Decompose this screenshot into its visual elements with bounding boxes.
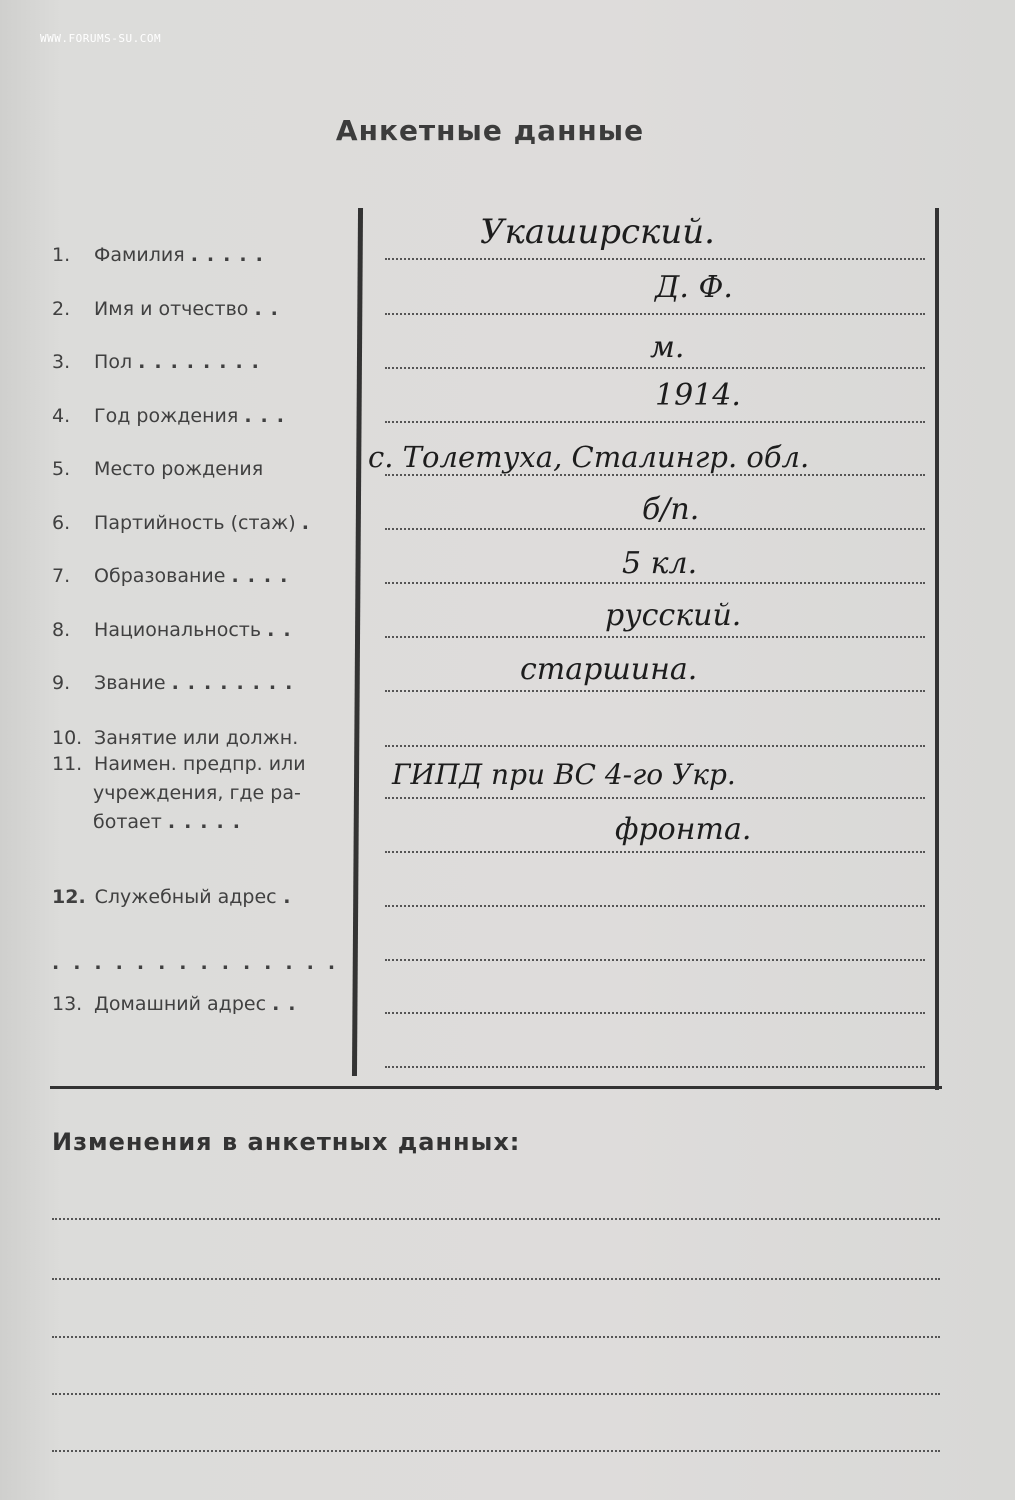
answer-line — [385, 528, 925, 530]
field-label-sex: 3. Пол ........ — [52, 351, 268, 373]
value-party: б/п. — [642, 492, 700, 527]
field-label-rank: 9. Звание ........ — [52, 672, 302, 694]
answer-line — [385, 851, 925, 853]
field-label-home-address: 13. Домашний адрес .. — [52, 993, 305, 1015]
field-label-surname: 1. Фамилия ..... — [52, 244, 272, 266]
divider-left — [352, 208, 363, 1076]
value-birthplace: с. Толетуха, Сталингр. обл. — [368, 440, 810, 474]
answer-line — [385, 1066, 925, 1068]
answer-line — [385, 1012, 925, 1014]
answer-line — [385, 636, 925, 638]
watermark: WWW.FORUMS-SU.COM — [40, 32, 162, 45]
answer-line — [385, 690, 925, 692]
value-education: 5 кл. — [622, 546, 698, 581]
divider-bottom — [50, 1086, 942, 1089]
value-workplace-line2: фронта. — [615, 812, 752, 847]
value-name-patronymic: Д. Ф. — [655, 270, 733, 305]
changes-line — [52, 1278, 940, 1280]
answer-line — [385, 745, 925, 747]
answer-line — [385, 258, 925, 260]
field-label-occupation: 10. Занятие или должн. — [52, 727, 299, 749]
answer-line — [385, 797, 925, 799]
changes-line — [52, 1336, 940, 1338]
value-workplace-line1: ГИПД при ВС 4-го Укр. — [392, 758, 736, 791]
field-label-nationality: 8. Национальность .. — [52, 619, 300, 641]
value-nationality: русский. — [605, 598, 742, 633]
divider-right — [935, 208, 939, 1090]
answer-line — [385, 959, 925, 961]
field-label-birthplace: 5. Место рождения — [52, 458, 264, 480]
filler-dots: .............. — [52, 952, 350, 974]
answer-line — [385, 474, 925, 476]
answer-line — [385, 367, 925, 369]
field-label-party: 6. Партийность (стаж) . — [52, 512, 318, 534]
value-sex: м. — [650, 330, 685, 365]
changes-line — [52, 1218, 940, 1220]
value-birth-year: 1914. — [655, 378, 741, 413]
changes-section-title: Изменения в анкетных данных: — [52, 1128, 521, 1156]
answer-line — [385, 582, 925, 584]
field-label-work-address: 12. Служебный адрес . — [52, 886, 300, 908]
answer-line — [385, 905, 925, 907]
field-label-birth-year: 4. Год рождения ... — [52, 405, 293, 427]
field-label-name-patronymic: 2. Имя и отчество .. — [52, 298, 287, 320]
form-title: Анкетные данные — [335, 114, 645, 147]
field-label-workplace: 11. Наимен. предпр. или учреждения, где ра- ботает ..... — [52, 753, 306, 833]
changes-line — [52, 1393, 940, 1395]
value-surname: Укаширский. — [480, 212, 715, 252]
answer-line — [385, 421, 925, 423]
changes-line — [52, 1450, 940, 1452]
field-label-education: 7. Образование .... — [52, 565, 297, 587]
answer-line — [385, 313, 925, 315]
value-rank: старшина. — [520, 652, 698, 687]
